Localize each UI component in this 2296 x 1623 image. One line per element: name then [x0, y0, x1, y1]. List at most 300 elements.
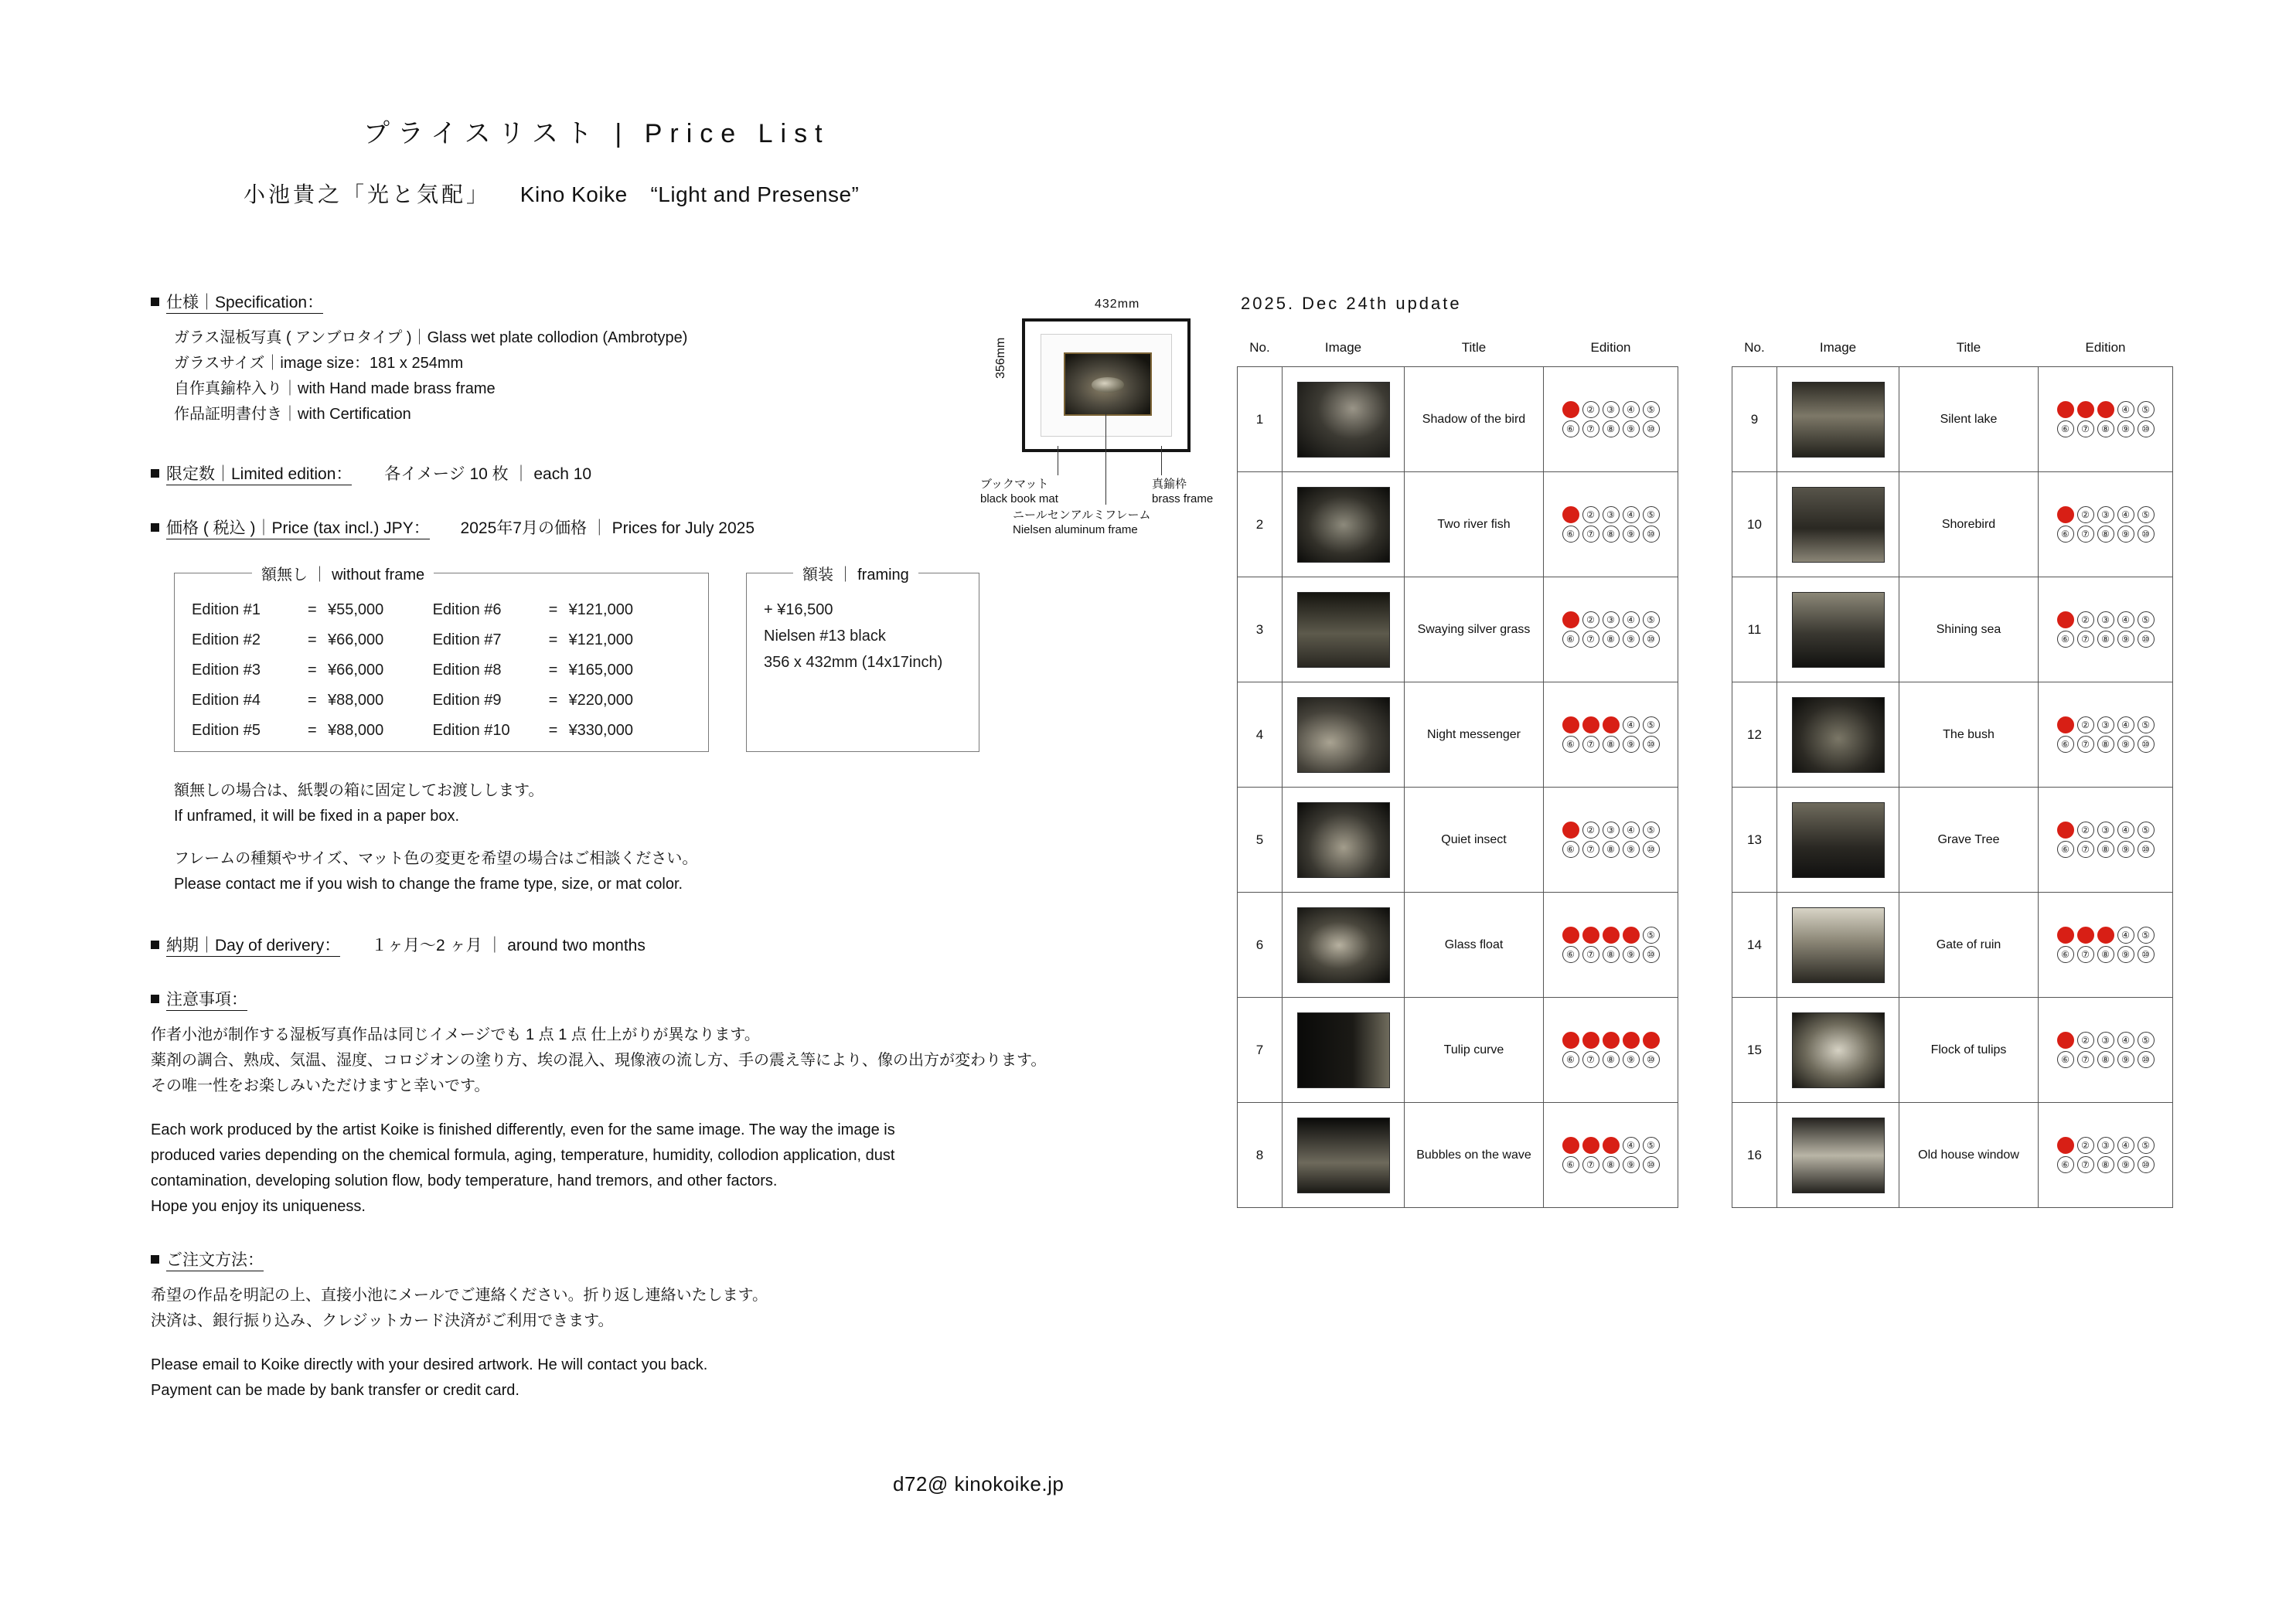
edition-dot-5: ⑤: [1643, 401, 1660, 418]
row-image-cell: [1777, 577, 1899, 682]
edition-dot-3: ③: [1603, 822, 1620, 839]
edition-dot-7: ⑦: [1582, 1051, 1599, 1068]
edition-dot-4: ④: [2117, 927, 2134, 944]
edition-dots: [1562, 609, 1660, 650]
row-title: Shorebird: [1899, 472, 2039, 577]
edition-dot-7: ⑦: [2077, 736, 2094, 753]
artwork-thumbnail: [1297, 487, 1390, 563]
table-row[interactable]: [1238, 367, 1678, 472]
edition-dot-4: ④: [2117, 822, 2134, 839]
page-subtitle: [244, 178, 859, 209]
edition-dot-10: ⑩: [1643, 841, 1660, 858]
edition-dot-9: ⑨: [2117, 736, 2134, 753]
row-number: 16: [1732, 1103, 1777, 1208]
order-en-line: Payment can be made by bank transfer or credit card.: [151, 1382, 519, 1399]
artwork-thumbnail: [1792, 1012, 1885, 1088]
row-image-cell: [1777, 998, 1899, 1103]
edition-dot-7: ⑦: [2077, 1051, 2094, 1068]
edition-dot-4: ④: [2117, 716, 2134, 733]
row-image-cell: [1283, 367, 1405, 472]
edition-dot-7: ⑦: [2077, 1156, 2094, 1173]
edition-dot-1: [2057, 401, 2074, 418]
row-image-cell: [1283, 893, 1405, 998]
table-row[interactable]: [1238, 472, 1678, 577]
edition-dot-10: ⑩: [1643, 631, 1660, 648]
frame-change-note: フレームの種類やサイズ、マット色の変更を希望の場合はご相談ください。 Please contact me if you wish to change the frame type, size, or mat color.: [174, 850, 698, 893]
price-row: Edition #3 = ¥66,000 Edition #8 = ¥165,000: [192, 662, 633, 679]
edition-dot-9: ⑨: [1623, 946, 1640, 963]
row-title: Glass float: [1405, 893, 1544, 998]
edition-dot-5: ⑤: [2138, 822, 2155, 839]
edition-dot-5: ⑤: [1643, 611, 1660, 628]
table-row[interactable]: [1732, 472, 2173, 577]
edition-dot-5: ⑤: [2138, 506, 2155, 523]
edition-dot-5: ⑤: [1643, 927, 1660, 944]
price-boxes: [151, 551, 1218, 783]
edition-dot-2: [1582, 927, 1599, 944]
edition-dot-4: ④: [2117, 611, 2134, 628]
price-heading: 価格 ( 税込 )｜Price (tax incl.) JPY： 2025年7月の価格 ｜ Prices for July 2025: [151, 515, 1218, 539]
price-section: [151, 515, 1218, 897]
book-mat-label: ブックマット black book mat: [980, 478, 1058, 505]
framing-line: 356 x 432mm (14x17inch): [764, 654, 943, 671]
without-frame-legend: 額無し ｜ without frame: [252, 562, 434, 584]
edition-dot-8: ⑧: [2097, 736, 2114, 753]
page-title-en: Price List: [644, 119, 830, 148]
edition-dots: [2057, 924, 2155, 965]
row-number: 2: [1238, 472, 1283, 577]
edition-dot-10: ⑩: [2138, 736, 2155, 753]
artwork-thumbnail: [1792, 382, 1885, 458]
row-image-cell: [1283, 788, 1405, 893]
edition-dot-4: ④: [1623, 506, 1640, 523]
edition-dot-7: ⑦: [2077, 420, 2094, 437]
edition-dot-4: ④: [1623, 1137, 1640, 1154]
row-edition-cell: [2039, 367, 2173, 472]
edition-dot-3: [1603, 716, 1620, 733]
edition-dot-2: [1582, 716, 1599, 733]
edition-dot-9: ⑨: [1623, 420, 1640, 437]
edition-dots: [2057, 609, 2155, 650]
row-number: 6: [1238, 893, 1283, 998]
row-image-cell: [1777, 682, 1899, 788]
edition-dots: [2057, 504, 2155, 545]
artwork-thumbnail: [1792, 907, 1885, 983]
edition-dot-7: ⑦: [1582, 841, 1599, 858]
edition-dot-2: ②: [1582, 506, 1599, 523]
edition-dot-8: ⑧: [1603, 526, 1620, 543]
row-edition-cell: [2039, 1103, 2173, 1208]
aluminum-frame-shape: [1022, 318, 1191, 452]
page-title-jp: プライスリスト: [363, 119, 600, 148]
framing-lines: [764, 597, 942, 675]
row-number: 12: [1732, 682, 1777, 788]
artist-work-en: “Light and Presense”: [650, 182, 860, 206]
price-note: 2025年7月の価格 ｜ Prices for July 2025: [460, 519, 755, 537]
row-title: Silent lake: [1899, 367, 2039, 472]
row-edition-cell: [1544, 1103, 1678, 1208]
row-title: Bubbles on the wave: [1405, 1103, 1544, 1208]
edition-dot-6: ⑥: [1562, 736, 1579, 753]
edition-dot-8: ⑧: [1603, 631, 1620, 648]
edition-dot-9: ⑨: [1623, 736, 1640, 753]
edition-dot-9: ⑨: [2117, 526, 2134, 543]
edition-dot-8: ⑧: [2097, 631, 2114, 648]
row-number: 14: [1732, 893, 1777, 998]
price-row: Edition #1 = ¥55,000 Edition #6 = ¥121,000: [192, 601, 633, 618]
table-row[interactable]: [1732, 577, 2173, 682]
row-image-cell: [1777, 788, 1899, 893]
row-image-cell: [1777, 893, 1899, 998]
row-title: Grave Tree: [1899, 788, 2039, 893]
edition-dot-2: [1582, 1032, 1599, 1049]
column-header-no: No.: [1249, 340, 1270, 355]
edition-dot-1: [1562, 611, 1579, 628]
edition-dot-8: ⑧: [1603, 1051, 1620, 1068]
edition-dot-1: [2057, 927, 2074, 944]
edition-dots: [1562, 399, 1660, 440]
framing-line: Nielsen #13 black: [764, 628, 886, 645]
edition-dot-7: ⑦: [1582, 946, 1599, 963]
table-row[interactable]: [1732, 788, 2173, 893]
edition-dot-2: ②: [1582, 822, 1599, 839]
delivery-heading: 納期｜Day of derivery： １ヶ月〜2 ヶ月 ｜ around two months: [151, 933, 1218, 956]
edition-dot-9: ⑨: [1623, 841, 1640, 858]
edition-dot-9: ⑨: [1623, 1051, 1640, 1068]
row-title: Old house window: [1899, 1103, 2039, 1208]
artwork-thumbnail: [1297, 697, 1390, 773]
edition-dot-1: [1562, 1137, 1579, 1154]
page-title-separator: |: [615, 119, 630, 148]
edition-dot-5: ⑤: [1643, 506, 1660, 523]
edition-dot-8: ⑧: [2097, 1051, 2114, 1068]
limited-edition-heading: 限定数｜Limited edition： 各イメージ 10 枚 ｜ each 10: [151, 461, 1218, 485]
edition-dot-10: ⑩: [1643, 1156, 1660, 1173]
without-frame-box: [174, 567, 709, 752]
edition-dot-2: ②: [2077, 506, 2094, 523]
edition-dot-9: ⑨: [2117, 841, 2134, 858]
row-image-cell: [1283, 682, 1405, 788]
edition-dot-5: ⑤: [2138, 716, 2155, 733]
table-row[interactable]: [1732, 682, 2173, 788]
edition-dot-7: ⑦: [1582, 526, 1599, 543]
caution-heading: 注意事項：: [151, 987, 1218, 1010]
edition-dot-9: ⑨: [2117, 946, 2134, 963]
table-row[interactable]: [1238, 1103, 1678, 1208]
edition-dots: [1562, 924, 1660, 965]
bullet-square-icon: [151, 298, 159, 306]
order-heading: ご注文方法：: [151, 1247, 1218, 1271]
edition-dot-6: ⑥: [1562, 526, 1579, 543]
bullet-square-icon: [151, 1255, 159, 1264]
framing-box: [746, 567, 979, 752]
table-row[interactable]: [1238, 682, 1678, 788]
table-row[interactable]: [1732, 367, 2173, 472]
edition-dot-9: ⑨: [2117, 1051, 2134, 1068]
order-jp-line: 決済は、銀行振り込み、クレジットカード決済がご利用できます。: [151, 1312, 614, 1329]
edition-dots: [2057, 819, 2155, 860]
artwork-thumbnail: [1297, 382, 1390, 458]
row-number: 9: [1732, 367, 1777, 472]
row-number: 10: [1732, 472, 1777, 577]
row-title: Flock of tulips: [1899, 998, 2039, 1103]
edition-dot-5: ⑤: [1643, 822, 1660, 839]
edition-dot-4: ④: [1623, 716, 1640, 733]
bullet-square-icon: [151, 523, 159, 532]
row-number: 3: [1238, 577, 1283, 682]
edition-dot-3: ③: [1603, 611, 1620, 628]
edition-dot-2: ②: [2077, 611, 2094, 628]
edition-dot-8: ⑧: [2097, 1156, 2114, 1173]
edition-dot-7: ⑦: [1582, 1156, 1599, 1173]
artwork-thumbnail: [1297, 802, 1390, 878]
framing-line: + ¥16,500: [764, 601, 833, 618]
edition-dot-3: ③: [2097, 822, 2114, 839]
edition-dot-1: [1562, 822, 1579, 839]
edition-dot-4: ④: [1623, 611, 1640, 628]
row-image-cell: [1283, 998, 1405, 1103]
row-title: Quiet insect: [1405, 788, 1544, 893]
table-row[interactable]: [1238, 893, 1678, 998]
edition-dot-6: ⑥: [2057, 736, 2074, 753]
edition-dot-6: ⑥: [1562, 1156, 1579, 1173]
column-header-image: Image: [1819, 340, 1857, 355]
edition-dot-4: ④: [1623, 822, 1640, 839]
row-edition-cell: [1544, 367, 1678, 472]
caution-en-line: contamination, developing solution flow, body temperature, hand tremors, and other factors.: [151, 1172, 778, 1189]
table-row[interactable]: [1732, 893, 2173, 998]
row-number: 15: [1732, 998, 1777, 1103]
row-edition-cell: [1544, 577, 1678, 682]
framing-legend: 額装 ｜ framing: [793, 562, 918, 584]
spec-line: ガラスサイズ｜image size：181 x 254mm: [174, 355, 464, 372]
edition-dot-1: [2057, 506, 2074, 523]
row-image-cell: [1777, 1103, 1899, 1208]
edition-dot-6: ⑥: [1562, 631, 1579, 648]
column-header-image: Image: [1324, 340, 1362, 355]
edition-dot-4: ④: [2117, 1137, 2134, 1154]
caution-en-line: Each work produced by the artist Koike is finished differently, even for the same image. The way the image is: [151, 1121, 895, 1138]
edition-dot-6: ⑥: [2057, 1156, 2074, 1173]
edition-dot-10: ⑩: [2138, 526, 2155, 543]
edition-dot-3: ③: [2097, 611, 2114, 628]
edition-dot-1: [2057, 716, 2074, 733]
edition-dot-2: ②: [1582, 401, 1599, 418]
edition-dot-1: [1562, 401, 1579, 418]
edition-dots: [2057, 714, 2155, 755]
row-title: Shadow of the bird: [1405, 367, 1544, 472]
edition-dot-6: ⑥: [2057, 1051, 2074, 1068]
row-edition-cell: [2039, 998, 2173, 1103]
edition-dot-3: [1603, 927, 1620, 944]
artwork-thumbnail: [1297, 907, 1390, 983]
row-edition-cell: [1544, 472, 1678, 577]
edition-dot-4: ④: [2117, 506, 2134, 523]
edition-dot-3: ③: [2097, 716, 2114, 733]
edition-dot-10: ⑩: [1643, 526, 1660, 543]
spec-line: ガラス湿板写真 ( アンブロタイプ )｜Glass wet plate collodion (Ambrotype): [174, 329, 688, 346]
edition-dot-4: ④: [2117, 1032, 2134, 1049]
specification-heading: 仕様｜Specification：: [151, 290, 1218, 313]
delivery-value: １ヶ月〜2 ヶ月 ｜ around two months: [371, 937, 646, 954]
catalog-body-right: [1732, 367, 2173, 1208]
edition-dot-5: ⑤: [2138, 927, 2155, 944]
edition-dot-7: ⑦: [1582, 736, 1599, 753]
edition-dot-2: [2077, 927, 2094, 944]
unframed-note: 額無しの場合は、紙製の箱に固定してお渡しします。 If unframed, it will be fixed in a paper box.: [174, 782, 544, 825]
edition-dot-6: ⑥: [2057, 841, 2074, 858]
edition-dot-2: ②: [2077, 1137, 2094, 1154]
row-number: 4: [1238, 682, 1283, 788]
edition-dot-8: ⑧: [1603, 841, 1620, 858]
table-row[interactable]: [1238, 998, 1678, 1103]
edition-dot-6: ⑥: [1562, 946, 1579, 963]
edition-dot-4: [1623, 1032, 1640, 1049]
caution-en-line: Hope you enjoy its uniqueness.: [151, 1198, 366, 1215]
edition-dots: [1562, 819, 1660, 860]
row-image-cell: [1283, 577, 1405, 682]
column-header-no: No.: [1744, 340, 1765, 355]
edition-dot-10: ⑩: [2138, 1051, 2155, 1068]
edition-dot-10: ⑩: [2138, 841, 2155, 858]
catalog-body-left: [1238, 367, 1678, 1208]
price-row: Edition #5 = ¥88,000 Edition #10 = ¥330,000: [192, 722, 633, 739]
row-title: Swaying silver grass: [1405, 577, 1544, 682]
row-edition-cell: [1544, 998, 1678, 1103]
artwork-thumbnail: [1297, 1012, 1390, 1088]
diagram-height-label: 356mm: [994, 337, 1007, 379]
edition-dot-10: ⑩: [2138, 1156, 2155, 1173]
edition-dot-1: [2057, 1137, 2074, 1154]
row-title: Two river fish: [1405, 472, 1544, 577]
edition-dots: [2057, 1135, 2155, 1176]
row-edition-cell: [2039, 577, 2173, 682]
table-row[interactable]: [1732, 998, 2173, 1103]
row-image-cell: [1777, 472, 1899, 577]
edition-dot-8: ⑧: [2097, 420, 2114, 437]
row-edition-cell: [2039, 472, 2173, 577]
edition-dot-8: ⑧: [1603, 946, 1620, 963]
edition-dot-1: [1562, 927, 1579, 944]
limited-edition-value: 各イメージ 10 枚 ｜ each 10: [384, 465, 592, 483]
edition-dot-10: ⑩: [1643, 946, 1660, 963]
row-edition-cell: [1544, 893, 1678, 998]
edition-dot-1: [1562, 716, 1579, 733]
row-number: 5: [1238, 788, 1283, 893]
edition-dot-6: ⑥: [2057, 631, 2074, 648]
edition-dot-3: ③: [1603, 401, 1620, 418]
edition-dot-7: ⑦: [2077, 631, 2094, 648]
row-title: Gate of ruin: [1899, 893, 2039, 998]
artwork-thumbnail: [1792, 1118, 1885, 1193]
update-date: 2025. Dec 24th update: [1241, 294, 1462, 313]
edition-dot-3: ③: [2097, 1137, 2114, 1154]
column-header-edition: Edition: [2085, 340, 2126, 355]
row-number: 7: [1238, 998, 1283, 1103]
bullet-square-icon: [151, 941, 159, 949]
edition-dot-9: ⑨: [2117, 631, 2134, 648]
edition-dot-1: [1562, 506, 1579, 523]
edition-dot-3: ③: [2097, 506, 2114, 523]
edition-dot-10: ⑩: [2138, 631, 2155, 648]
edition-dot-9: ⑨: [2117, 420, 2134, 437]
order-jp-line: 希望の作品を明記の上、直接小池にメールでご連絡ください。折り返し連絡いたします。: [151, 1287, 768, 1304]
bullet-square-icon: [151, 469, 159, 478]
edition-dot-8: ⑧: [2097, 841, 2114, 858]
edition-dot-8: ⑧: [2097, 946, 2114, 963]
edition-dot-4: ④: [2117, 401, 2134, 418]
caution-jp-line: 作者小池が制作する湿板写真作品は同じイメージでも 1 点 1 点 仕上がりが異なります。: [151, 1026, 760, 1043]
edition-dot-3: [1603, 1032, 1620, 1049]
edition-dot-10: ⑩: [2138, 946, 2155, 963]
row-image-cell: [1283, 472, 1405, 577]
caution-en-line: produced varies depending on the chemical formula, aging, temperature, humidity, collodion application, dust: [151, 1147, 895, 1164]
edition-dot-6: ⑥: [1562, 841, 1579, 858]
artwork-thumbnail: [1792, 697, 1885, 773]
order-section: [151, 1247, 1218, 1404]
edition-dot-7: ⑦: [2077, 946, 2094, 963]
row-number: 1: [1238, 367, 1283, 472]
edition-dot-5: ⑤: [2138, 1137, 2155, 1154]
row-edition-cell: [2039, 682, 2173, 788]
edition-dot-5: ⑤: [2138, 1032, 2155, 1049]
row-edition-cell: [2039, 788, 2173, 893]
caution-section: [151, 987, 1218, 1220]
edition-dot-1: [1562, 1032, 1579, 1049]
row-edition-cell: [2039, 893, 2173, 998]
row-title: Night messenger: [1405, 682, 1544, 788]
edition-dot-8: ⑧: [1603, 420, 1620, 437]
table-row[interactable]: [1732, 1103, 2173, 1208]
edition-dot-6: ⑥: [1562, 420, 1579, 437]
edition-dot-8: ⑧: [2097, 526, 2114, 543]
table-row[interactable]: [1238, 577, 1678, 682]
edition-dots: [2057, 399, 2155, 440]
edition-dot-7: ⑦: [1582, 420, 1599, 437]
row-image-cell: [1283, 1103, 1405, 1208]
edition-dot-5: ⑤: [1643, 716, 1660, 733]
artwork-thumbnail: [1064, 352, 1152, 416]
edition-dot-2: ②: [2077, 1032, 2094, 1049]
catalog-table-left: [1237, 340, 1678, 1208]
edition-dot-5: [1643, 1032, 1660, 1049]
artist-name-en: Kino Koike: [519, 182, 628, 206]
contact-email[interactable]: d72@ kinokoike.jp: [893, 1472, 1065, 1495]
table-row[interactable]: [1238, 788, 1678, 893]
spec-line: 自作真鍮枠入り｜with Hand made brass frame: [174, 380, 496, 397]
edition-dot-9: ⑨: [1623, 631, 1640, 648]
row-number: 13: [1732, 788, 1777, 893]
artwork-thumbnail: [1792, 487, 1885, 563]
artist-name-jp: 小池貴之「光と気配」: [244, 182, 492, 206]
edition-dot-1: [2057, 1032, 2074, 1049]
column-header-edition: Edition: [1590, 340, 1631, 355]
price-row: Edition #2 = ¥66,000 Edition #7 = ¥121,000: [192, 631, 633, 648]
artwork-thumbnail: [1792, 802, 1885, 878]
edition-dots: [1562, 1029, 1660, 1070]
edition-dot-3: [2097, 927, 2114, 944]
caution-jp-line: 薬剤の調合、熟成、気温、湿度、コロジオンの塗り方、埃の混入、現像液の流し方、手の震え等により、像の出方が変わります。: [151, 1052, 1047, 1069]
row-number: 8: [1238, 1103, 1283, 1208]
edition-dot-2: ②: [2077, 822, 2094, 839]
bullet-square-icon: [151, 995, 159, 1003]
edition-dot-2: [1582, 1137, 1599, 1154]
leader-line: [1161, 446, 1162, 475]
order-en-line: Please email to Koike directly with your desired artwork. He will contact you back.: [151, 1356, 708, 1373]
row-image-cell: [1777, 367, 1899, 472]
row-title: Tulip curve: [1405, 998, 1544, 1103]
edition-dot-9: ⑨: [1623, 526, 1640, 543]
